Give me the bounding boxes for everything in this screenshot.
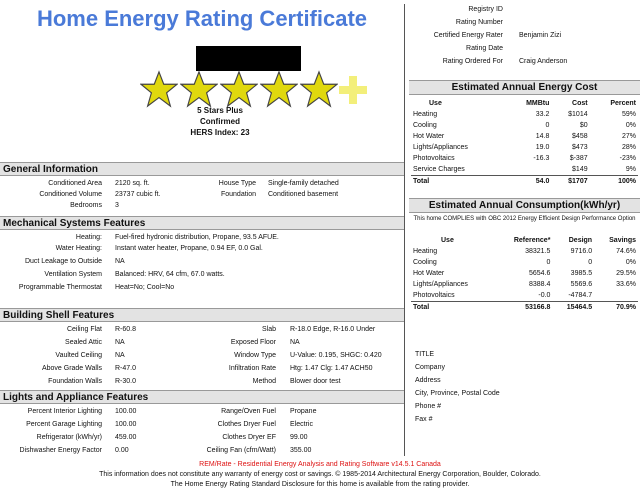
table-cell: 0%: [625, 122, 636, 129]
column-header: Use: [441, 237, 454, 244]
field-label: Clothes Dryer Fuel: [217, 421, 276, 428]
table-cell: -16.3: [533, 155, 550, 162]
shell-row: [0, 350, 404, 361]
shell-row: [0, 324, 404, 335]
field-label: Ventilation System: [44, 271, 102, 278]
table-cell: 14.8: [535, 133, 550, 140]
field-value: U-Value: 0.195, SHGC: 0.420: [290, 352, 382, 359]
star-icon: [220, 70, 258, 108]
star-rating: [140, 70, 380, 110]
field-value: Fuel-fired hydronic distribution, Propane, 93.5 AFUE.: [115, 234, 279, 241]
field-value: R-60.8: [115, 326, 137, 333]
field-label: Slab: [261, 326, 276, 333]
table-cell: 0%: [625, 259, 636, 266]
general-row: [0, 189, 404, 200]
field-value: NA: [290, 339, 300, 346]
hers-index-text: HERS Index: 23: [190, 128, 250, 137]
table-row: [411, 153, 638, 164]
general-row: [0, 200, 404, 211]
field-label: Foundation: [220, 191, 256, 198]
field-label: Vaulted Ceiling: [55, 352, 102, 359]
field-label: Foundation Walls: [48, 378, 102, 385]
field-value: Htg: 1.47 Clg: 1.47 ACH50: [290, 365, 373, 372]
table-cell: 3985.5: [570, 270, 593, 277]
footer: [0, 460, 640, 490]
table-cell: 33.6%: [616, 281, 636, 288]
field-value: Propane: [290, 408, 317, 415]
field-value: NA: [115, 258, 125, 265]
table-row: [411, 279, 638, 290]
lighting-row: [0, 406, 404, 417]
star-icon: [300, 70, 338, 108]
table-cell: $473: [572, 144, 588, 151]
field-label: Duct Leakage to Outside: [24, 258, 102, 265]
contact-fax: Fax #: [415, 416, 433, 423]
field-label: House Type: [218, 180, 256, 187]
table-cell: 59%: [621, 111, 636, 118]
ordered-for-value: Craig Anderson: [519, 58, 568, 65]
lighting-heading: Lights and Appliance Features: [0, 390, 404, 404]
shell-heading: Building Shell Features: [0, 308, 404, 322]
table-cell: 38321.5: [525, 248, 551, 255]
field-value: NA: [115, 339, 125, 346]
field-label: Method: [252, 378, 276, 385]
shell-row: [0, 363, 404, 374]
mechanical-row: [0, 243, 404, 254]
field-label: Programmable Thermostat: [18, 284, 102, 291]
column-divider: [404, 4, 405, 456]
consumption-heading: Estimated Annual Consumption(kWh/yr): [409, 198, 640, 213]
field-value: 0.00: [115, 447, 129, 454]
table-row: [411, 290, 638, 302]
field-label: Percent Garage Lighting: [26, 421, 102, 428]
shell-row: [0, 376, 404, 387]
table-row: [411, 120, 638, 131]
table-cell: 33.2: [535, 111, 550, 118]
table-cell: 0: [588, 259, 593, 266]
disclosure-text: The Home Energy Rating Standard Disclosure for this home is available from the rating provider.: [170, 481, 470, 488]
field-label: Exposed Floor: [230, 339, 276, 346]
table-cell: Lights/Appliances: [413, 144, 468, 151]
field-label: Sealed Attic: [65, 339, 102, 346]
table-cell: Hot Water: [413, 133, 445, 140]
table-cell: 27%: [621, 133, 636, 140]
field-value: NA: [115, 352, 125, 359]
table-header-row: [411, 235, 638, 246]
field-label: Above Grade Walls: [41, 365, 102, 372]
table-cell: Cooling: [413, 122, 437, 129]
consumption-table: [411, 235, 638, 313]
table-cell: 9716.0: [570, 248, 593, 255]
table-cell: $149: [572, 166, 588, 173]
contact-company: Company: [415, 364, 445, 371]
field-value: 355.00: [290, 447, 312, 454]
lighting-row: [0, 445, 404, 456]
field-value: 2120 sq. ft.: [115, 180, 150, 187]
field-value: 99.00: [290, 434, 308, 441]
field-label: Heating:: [75, 234, 102, 241]
table-cell: 53166.8: [495, 302, 553, 314]
table-cell: 9%: [625, 166, 636, 173]
star-icon: [180, 70, 218, 108]
contact-city: City, Province, Postal Code: [415, 390, 500, 397]
table-cell: Total: [411, 176, 507, 188]
table-cell: Hot Water: [413, 270, 445, 277]
table-cell: $1014: [568, 111, 588, 118]
column-header: Savings: [609, 237, 636, 244]
redacted-address-block: [196, 46, 301, 71]
plus-icon: [338, 70, 368, 108]
general-row: [0, 178, 404, 189]
table-cell: [594, 290, 638, 302]
field-value: Single-family detached: [268, 180, 339, 187]
table-cell: 74.6%: [616, 248, 636, 255]
table-cell: Heating: [413, 111, 438, 118]
table-cell: [507, 164, 552, 176]
mechanical-row: [0, 256, 404, 267]
table-row: [411, 142, 638, 153]
star-icon: [140, 70, 178, 108]
column-header: Percent: [610, 100, 636, 107]
field-label: Refrigerator (kWh/yr): [36, 434, 102, 441]
mechanical-row: [0, 282, 404, 293]
registry-id-label: Registry ID: [468, 6, 503, 13]
field-value: 100.00: [115, 421, 137, 428]
table-cell: Photovoltaics: [413, 155, 455, 162]
contact-address: Address: [415, 377, 441, 384]
field-label: Dishwasher Energy Factor: [19, 447, 102, 454]
table-row: [411, 131, 638, 142]
field-value: 100.00: [115, 408, 137, 415]
lighting-row: [0, 419, 404, 430]
field-label: Ceiling Flat: [66, 326, 102, 333]
software-credit: REM/Rate - Residential Energy Analysis and Rating Software v14.5.1 Canada: [199, 461, 441, 468]
field-label: Bedrooms: [70, 202, 102, 209]
table-cell: $-387: [569, 155, 588, 162]
mechanical-row: [0, 269, 404, 280]
field-value: Balanced: HRV, 64 cfm, 67.0 watts.: [115, 271, 225, 278]
field-label: Ceiling Fan (cfm/Watt): [206, 447, 276, 454]
field-value: 3: [115, 202, 119, 209]
column-header: MMBtu: [526, 100, 550, 107]
table-cell: Cooling: [413, 259, 437, 266]
ordered-for-label: Rating Ordered For: [442, 58, 503, 65]
page-title: Home Energy Rating Certificate: [36, 6, 368, 31]
table-cell: Lights/Appliances: [413, 281, 468, 288]
cost-table: [411, 98, 638, 187]
table-cell: 5654.6: [529, 270, 551, 277]
contact-phone: Phone #: [415, 403, 442, 410]
compliance-note: This home COMPLIES with OBC 2012 Energy Efficient Design Performance Option: [413, 216, 636, 222]
table-header-row: [411, 98, 638, 109]
field-value: 459.00: [115, 434, 137, 441]
table-cell: 70.9%: [594, 302, 638, 314]
lighting-row: [0, 432, 404, 443]
contact-block: [415, 348, 500, 426]
field-label: Infiltration Rate: [228, 365, 276, 372]
field-value: Heat=No; Cool=No: [115, 284, 175, 291]
table-row: [411, 109, 638, 120]
disclaimer-text: This information does not constitute any warranty of energy cost or savings. © 1985-2014 Architectural Energy Corporation, Boulder, Colorado.: [99, 471, 541, 478]
table-row: [411, 164, 638, 176]
table-cell: $1707: [551, 176, 589, 188]
table-row: [411, 246, 638, 257]
field-label: Conditioned Volume: [39, 191, 102, 198]
table-row: [411, 257, 638, 268]
rating-stars-text: 5 Stars Plus: [197, 106, 243, 115]
mechanical-row: [0, 232, 404, 243]
table-cell: 5569.6: [570, 281, 593, 288]
table-cell: 15464.5: [552, 302, 594, 314]
field-label: Conditioned Area: [48, 180, 102, 187]
table-cell: $0: [579, 122, 588, 129]
column-header: Cost: [572, 100, 588, 107]
table-cell: -23%: [619, 155, 636, 162]
field-value: R-47.0: [115, 365, 137, 372]
table-cell: 29.5%: [616, 270, 636, 277]
table-cell: Service Charges: [413, 166, 465, 173]
column-header: Design: [568, 237, 593, 244]
table-cell: $458: [572, 133, 588, 140]
rating-number-label: Rating Number: [455, 19, 503, 26]
rating-status-text: Confirmed: [200, 117, 240, 126]
field-label: Range/Oven Fuel: [221, 408, 276, 415]
field-label: Window Type: [234, 352, 276, 359]
field-value: R-18.0 Edge, R-16.0 Under: [290, 326, 376, 333]
field-label: Water Heating:: [55, 245, 102, 252]
field-value: Electric: [290, 421, 313, 428]
table-cell: 28%: [621, 144, 636, 151]
table-cell: Photovoltaics: [413, 292, 455, 299]
general-info-heading: General Information: [0, 162, 404, 176]
field-value: Conditioned basement: [268, 191, 339, 198]
rater-label: Certified Energy Rater: [433, 32, 503, 39]
field-value: Blower door test: [290, 378, 341, 385]
table-total-row: [411, 176, 638, 188]
field-label: Clothes Dryer EF: [222, 434, 276, 441]
field-value: R-30.0: [115, 378, 137, 385]
table-cell: 0: [545, 122, 550, 129]
table-cell: Total: [411, 302, 495, 314]
rater-value: Benjamin Zizi: [519, 32, 562, 39]
table-cell: -0.0: [538, 292, 551, 299]
field-value: Instant water heater, Propane, 0.94 EF, 0.0 Gal.: [115, 245, 263, 252]
table-cell: 0: [546, 259, 551, 266]
shell-row: [0, 337, 404, 348]
table-total-row: [411, 302, 638, 314]
rating-date-label: Rating Date: [466, 45, 503, 52]
star-icon: [260, 70, 298, 108]
table-cell: 54.0: [507, 176, 552, 188]
table-cell: -4784.7: [568, 292, 593, 299]
cost-heading: Estimated Annual Energy Cost: [409, 80, 640, 95]
table-cell: 19.0: [535, 144, 550, 151]
right-column: [409, 0, 640, 458]
table-cell: Heating: [413, 248, 438, 255]
column-header: Reference*: [513, 237, 551, 244]
mechanical-heading: Mechanical Systems Features: [0, 216, 404, 230]
field-label: Percent Interior Lighting: [27, 408, 102, 415]
contact-title: TITLE: [415, 351, 435, 358]
table-row: [411, 268, 638, 279]
table-cell: 8388.4: [529, 281, 551, 288]
table-cell: 100%: [590, 176, 638, 188]
field-value: 23737 cubic ft.: [115, 191, 161, 198]
column-header: Use: [429, 100, 442, 107]
